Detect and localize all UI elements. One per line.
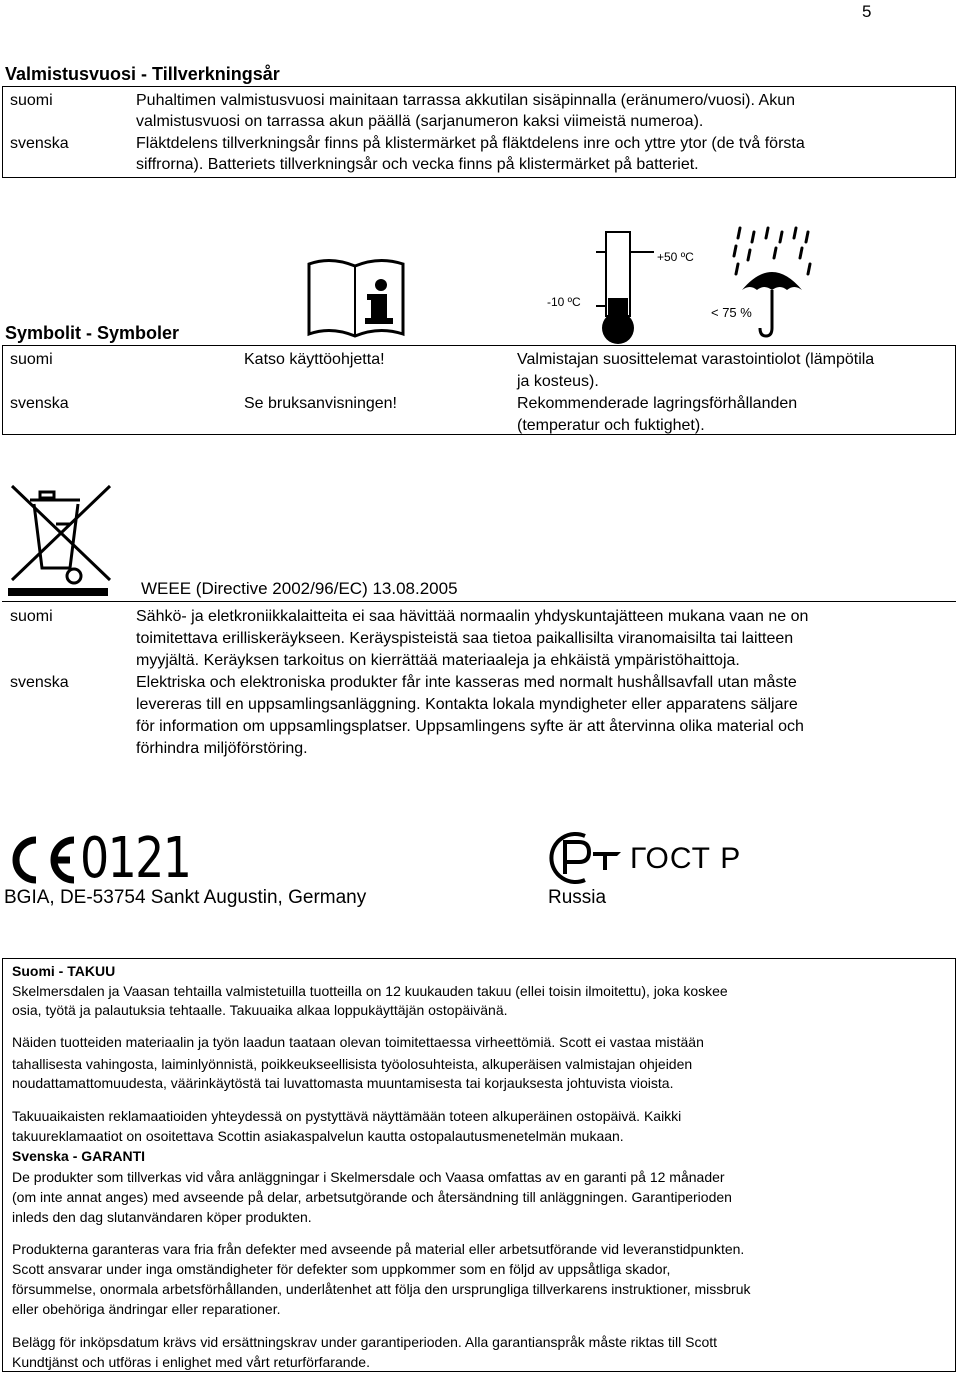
warranty-sv-p1-line-2: (om inte annat anges) med avseende på delar, arbetsutgörande och återsändning till anläggningen. Garantiperioden xyxy=(12,1189,732,1205)
warranty-sv-p2-line-2: Scott ansvarar under inga omständigheter för defekter som uppkommer som en följd av uppsåtliga skador, xyxy=(12,1261,671,1277)
weee-sv-line-3: för information om uppsamlingsplatser. Uppsamlingens syfte är att återvinna olika material och xyxy=(136,718,804,735)
warranty-sv-p2-line-3: försummelse, onormala arbetsförhållanden, underlåtenhet att följa den ursprungliga tillverkarens instruktioner, missbruk xyxy=(12,1281,751,1297)
umbrella-rain-icon xyxy=(730,224,814,344)
manufacturing-title: Valmistusvuosi - Tillverkningsår xyxy=(5,64,280,84)
warranty-sv-p3-line-1: Belägg för inköpsdatum krävs vid ersättningskrav under garantiperioden. Alla garantianspråk måste riktas till Scott xyxy=(12,1334,718,1350)
page-number: 5 xyxy=(862,2,872,21)
weee-divider xyxy=(2,601,956,602)
weee-lang-suomi: suomi xyxy=(10,608,53,625)
weee-fi-line-1: Sähkö- ja eletkroniikkalaitteita ei saa hävittää normaalin yhdyskuntajätteen mukana vaan ne on xyxy=(136,608,809,625)
weee-fi-line-3: myyjältä. Keräyksen tarkoitus on kierrättää materiaaleja ja ehkäistä ympäristöhaittoja. xyxy=(136,652,740,669)
ce-body-address: BGIA, DE-53754 Sankt Augustin, Germany xyxy=(4,887,367,908)
warranty-fi-p2-line-2: tahallisesta vahingosta, laiminlyönnistä, poikkeukseellisista työolosuhteista, alkuperäisen valmistajan ohjeiden xyxy=(12,1056,693,1072)
warranty-sv-p2-line-4: eller obehöriga ändringar eller reparationer. xyxy=(12,1301,281,1317)
warranty-sv-title: Svenska - GARANTI xyxy=(12,1148,146,1164)
manufacturing-fi-line-1: Puhaltimen valmistusvuosi mainitaan tarrassa akkutilan sisäpinnalla (eränumero/vuosi). Akun xyxy=(136,92,795,109)
manual-info-icon xyxy=(305,258,409,338)
symbols-lang-suomi: suomi xyxy=(10,351,53,368)
weee-lang-svenska: svenska xyxy=(10,674,69,691)
weee-sv-line-4: förhindra miljöförstöring. xyxy=(136,740,308,757)
warranty-fi-p3-line-2: takuureklamaatiot on osoitettava Scottin asiakaspalvelun kautta ostopalautusmenetelmän mukaan. xyxy=(12,1128,624,1144)
ce-mark-icon xyxy=(4,834,78,886)
warranty-sv-p2-line-1: Produkterna garanteras vara fria från defekter med avseende på material eller arbetsutförande vid leveranstidpunkten. xyxy=(12,1241,745,1257)
symbols-title: Symbolit - Symboler xyxy=(5,323,180,343)
weee-fi-line-2: toimitettava erilliskeräykseen. Keräyspisteistä saa tietoa paikallisilta viranomaisilta tai laitteen xyxy=(136,630,794,647)
symbols-sv-storage-line-2: (temperatur och fuktighet). xyxy=(517,417,705,434)
humidity-label: < 75 % xyxy=(711,305,752,320)
temp-low-label: -10 ºC xyxy=(547,295,581,309)
warranty-fi-title: Suomi - TAKUU xyxy=(12,963,116,979)
weee-sv-line-1: Elektriska och elektroniska produkter får inte kasseras med normalt hushållsavfall utan måste xyxy=(136,674,797,691)
gost-r-label: ГОСТ Р xyxy=(630,842,742,875)
thermometer-icon xyxy=(596,228,656,346)
warranty-fi-p2-line-1: Näiden tuotteiden materiaalin ja työn laadun taataan olevan toimitettaessa virheettömiä. Scott ei vastaa mistään xyxy=(12,1034,704,1050)
symbols-fi-storage-line-1: Valmistajan suosittelemat varastointiolot (lämpötila xyxy=(517,351,875,368)
manufacturing-sv-line-1: Fläktdelens tillverkningsår finns på klistermärket på fläktdelens inre och yttre ytor (de två första xyxy=(136,135,805,152)
weee-heading: WEEE (Directive 2002/96/EC) 13.08.2005 xyxy=(141,579,458,598)
warranty-sv-p1-line-1: De produkter som tillverkas vid våra anläggningar i Skelmersdale och Vaasa omfattas av en garanti på 12 månader xyxy=(12,1169,725,1185)
weee-crossed-bin-icon xyxy=(8,484,116,598)
warranty-fi-p3-line-1: Takuuaikaisten reklamaatioiden yhteydessä on pystyttävä näyttämään toteen alkuperäinen ostopäivä. Kaikki xyxy=(12,1108,682,1124)
manufacturing-sv-line-2: siffrorna). Batteriets tillverkningsår och vecka finns på klistermärket på batteriet. xyxy=(136,156,699,173)
ce-notified-body-number: 0121 xyxy=(80,826,191,891)
symbols-sv-manual: Se bruksanvisningen! xyxy=(244,395,397,412)
symbols-lang-svenska: svenska xyxy=(10,395,69,412)
manufacturing-fi-line-2: valmistusvuosi on tarrassa akun päällä (sarjanumeron kaksi viimeistä numeroa). xyxy=(136,113,704,130)
temp-high-label: +50 ºC xyxy=(657,250,694,264)
warranty-fi-p1-line-2: osia, työtä ja palautuksia tehtaalle. Takuuaika alkaa loppukäyttäjän ostopäivänä. xyxy=(12,1002,508,1018)
warranty-fi-p1-line-1: Skelmersdalen ja Vaasan tehtailla valmistetuilla tuotteilla on 12 kuukauden takuu (ellei toisin ilmoitettu), joka koskee xyxy=(12,983,728,999)
gost-r-mark-icon xyxy=(545,830,623,886)
symbols-fi-storage-line-2: ja kosteus). xyxy=(517,373,599,390)
symbols-fi-manual: Katso käyttöohjetta! xyxy=(244,351,385,368)
lang-label-suomi: suomi xyxy=(10,92,53,109)
warranty-fi-p2-line-3: noudattamattomuudesta, väärinkäytöstä tai luvattomasta muuntamisesta tai korjauksesta johtuvista vioista. xyxy=(12,1075,674,1091)
lang-label-svenska: svenska xyxy=(10,135,69,152)
symbols-sv-storage-line-1: Rekommenderade lagringsförhållanden xyxy=(517,395,798,412)
warranty-sv-p3-line-2: Kundtjänst och utföras i enlighet med vårt returförfarande. xyxy=(12,1354,370,1370)
warranty-sv-p1-line-3: inleds den dag slutanvändaren köper produkten. xyxy=(12,1209,312,1225)
weee-sv-line-2: levereras till en uppsamlingsanläggning. Kontakta lokala myndigheter eller apparatens säljare xyxy=(136,696,798,713)
gost-country: Russia xyxy=(548,887,607,908)
